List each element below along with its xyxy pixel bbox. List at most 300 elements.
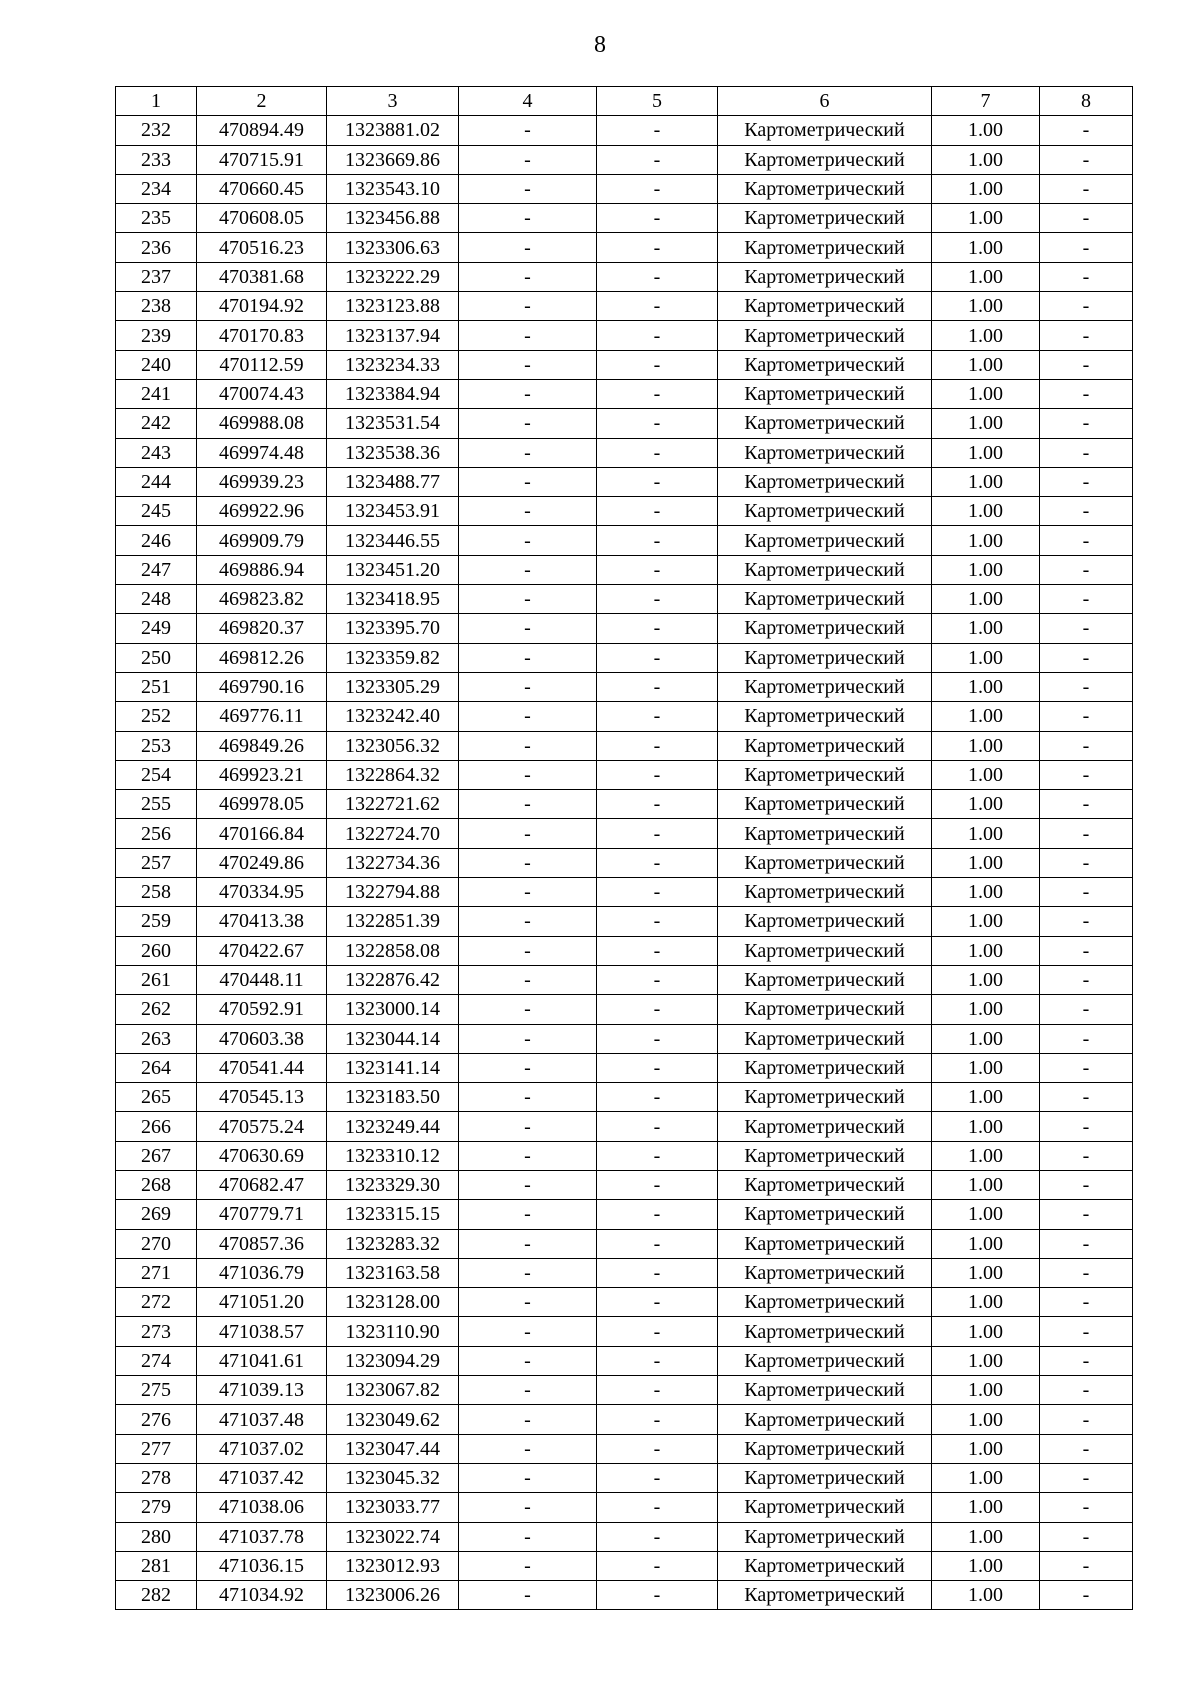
column-header: 8 — [1040, 87, 1133, 116]
column-4-cell: - — [459, 1405, 597, 1434]
column-5-cell: - — [597, 1405, 718, 1434]
accuracy-cell: 1.00 — [932, 1493, 1040, 1522]
column-5-cell: - — [597, 878, 718, 907]
column-4-cell: - — [459, 1258, 597, 1287]
point-number-cell: 233 — [116, 145, 197, 174]
table-row — [116, 995, 1133, 1024]
method-cell: Картометрический — [718, 702, 932, 731]
point-number-cell: 234 — [116, 174, 197, 203]
point-number-cell: 281 — [116, 1551, 197, 1580]
column-5-cell: - — [597, 1083, 718, 1112]
x-coordinate-cell: 471037.78 — [197, 1522, 327, 1551]
column-5-cell: - — [597, 438, 718, 467]
accuracy-cell: 1.00 — [932, 1229, 1040, 1258]
y-coordinate-cell: 1323012.93 — [327, 1551, 459, 1580]
column-4-cell: - — [459, 204, 597, 233]
x-coordinate-cell: 470381.68 — [197, 262, 327, 291]
point-number-cell: 255 — [116, 790, 197, 819]
method-cell: Картометрический — [718, 1141, 932, 1170]
y-coordinate-cell: 1322858.08 — [327, 936, 459, 965]
table-row — [116, 497, 1133, 526]
column-5-cell: - — [597, 585, 718, 614]
column-4-cell: - — [459, 1581, 597, 1610]
x-coordinate-cell: 470660.45 — [197, 174, 327, 203]
column-4-cell: - — [459, 760, 597, 789]
x-coordinate-cell: 470541.44 — [197, 1053, 327, 1082]
accuracy-cell: 1.00 — [932, 1258, 1040, 1287]
y-coordinate-cell: 1323110.90 — [327, 1317, 459, 1346]
x-coordinate-cell: 470194.92 — [197, 292, 327, 321]
y-coordinate-cell: 1323033.77 — [327, 1493, 459, 1522]
column-4-cell: - — [459, 379, 597, 408]
x-coordinate-cell: 471037.42 — [197, 1463, 327, 1492]
accuracy-cell: 1.00 — [932, 438, 1040, 467]
column-header: 4 — [459, 87, 597, 116]
x-coordinate-cell: 469909.79 — [197, 526, 327, 555]
x-coordinate-cell: 471037.02 — [197, 1434, 327, 1463]
method-cell: Картометрический — [718, 878, 932, 907]
accuracy-cell: 1.00 — [932, 497, 1040, 526]
column-5-cell: - — [597, 1376, 718, 1405]
table-row — [116, 409, 1133, 438]
x-coordinate-cell: 470857.36 — [197, 1229, 327, 1258]
column-8-cell: - — [1040, 1024, 1133, 1053]
table-row — [116, 1405, 1133, 1434]
y-coordinate-cell: 1323283.32 — [327, 1229, 459, 1258]
point-number-cell: 266 — [116, 1112, 197, 1141]
y-coordinate-cell: 1323128.00 — [327, 1288, 459, 1317]
y-coordinate-cell: 1323045.32 — [327, 1463, 459, 1492]
method-cell: Картометрический — [718, 731, 932, 760]
accuracy-cell: 1.00 — [932, 1405, 1040, 1434]
accuracy-cell: 1.00 — [932, 1522, 1040, 1551]
table-row — [116, 204, 1133, 233]
table-row — [116, 1112, 1133, 1141]
table-row — [116, 936, 1133, 965]
method-cell: Картометрический — [718, 438, 932, 467]
column-4-cell: - — [459, 409, 597, 438]
table-row — [116, 1463, 1133, 1492]
table-row — [116, 1053, 1133, 1082]
x-coordinate-cell: 470074.43 — [197, 379, 327, 408]
column-8-cell: - — [1040, 497, 1133, 526]
point-number-cell: 245 — [116, 497, 197, 526]
column-4-cell: - — [459, 1083, 597, 1112]
method-cell: Картометрический — [718, 1493, 932, 1522]
x-coordinate-cell: 471036.79 — [197, 1258, 327, 1287]
column-5-cell: - — [597, 1551, 718, 1580]
method-cell: Картометрический — [718, 321, 932, 350]
column-8-cell: - — [1040, 1317, 1133, 1346]
column-4-cell: - — [459, 614, 597, 643]
column-5-cell: - — [597, 555, 718, 584]
accuracy-cell: 1.00 — [932, 643, 1040, 672]
column-header: 5 — [597, 87, 718, 116]
column-8-cell: - — [1040, 555, 1133, 584]
column-8-cell: - — [1040, 204, 1133, 233]
method-cell: Картометрический — [718, 145, 932, 174]
column-8-cell: - — [1040, 262, 1133, 291]
accuracy-cell: 1.00 — [932, 1376, 1040, 1405]
y-coordinate-cell: 1323067.82 — [327, 1376, 459, 1405]
column-5-cell: - — [597, 145, 718, 174]
column-5-cell: - — [597, 1141, 718, 1170]
point-number-cell: 256 — [116, 819, 197, 848]
point-number-cell: 268 — [116, 1170, 197, 1199]
accuracy-cell: 1.00 — [932, 233, 1040, 262]
column-5-cell: - — [597, 262, 718, 291]
column-4-cell: - — [459, 1317, 597, 1346]
point-number-cell: 272 — [116, 1288, 197, 1317]
point-number-cell: 244 — [116, 467, 197, 496]
accuracy-cell: 1.00 — [932, 1024, 1040, 1053]
method-cell: Картометрический — [718, 1112, 932, 1141]
column-4-cell: - — [459, 819, 597, 848]
x-coordinate-cell: 470682.47 — [197, 1170, 327, 1199]
column-8-cell: - — [1040, 1258, 1133, 1287]
column-5-cell: - — [597, 1258, 718, 1287]
column-5-cell: - — [597, 907, 718, 936]
point-number-cell: 264 — [116, 1053, 197, 1082]
table-row — [116, 1288, 1133, 1317]
table-row — [116, 1346, 1133, 1375]
column-8-cell: - — [1040, 438, 1133, 467]
y-coordinate-cell: 1323359.82 — [327, 643, 459, 672]
column-8-cell: - — [1040, 965, 1133, 994]
column-8-cell: - — [1040, 1083, 1133, 1112]
column-8-cell: - — [1040, 848, 1133, 877]
method-cell: Картометрический — [718, 1522, 932, 1551]
column-header: 6 — [718, 87, 932, 116]
accuracy-cell: 1.00 — [932, 907, 1040, 936]
column-5-cell: - — [597, 526, 718, 555]
point-number-cell: 254 — [116, 760, 197, 789]
y-coordinate-cell: 1322864.32 — [327, 760, 459, 789]
column-5-cell: - — [597, 233, 718, 262]
column-4-cell: - — [459, 438, 597, 467]
column-5-cell: - — [597, 174, 718, 203]
accuracy-cell: 1.00 — [932, 292, 1040, 321]
accuracy-cell: 1.00 — [932, 262, 1040, 291]
column-5-cell: - — [597, 702, 718, 731]
column-8-cell: - — [1040, 702, 1133, 731]
accuracy-cell: 1.00 — [932, 1317, 1040, 1346]
method-cell: Картометрический — [718, 1376, 932, 1405]
point-number-cell: 248 — [116, 585, 197, 614]
method-cell: Картометрический — [718, 1170, 932, 1199]
y-coordinate-cell: 1323249.44 — [327, 1112, 459, 1141]
column-8-cell: - — [1040, 1141, 1133, 1170]
method-cell: Картометрический — [718, 555, 932, 584]
x-coordinate-cell: 469823.82 — [197, 585, 327, 614]
column-8-cell: - — [1040, 819, 1133, 848]
column-4-cell: - — [459, 1053, 597, 1082]
column-4-cell: - — [459, 585, 597, 614]
point-number-cell: 274 — [116, 1346, 197, 1375]
accuracy-cell: 1.00 — [932, 790, 1040, 819]
column-8-cell: - — [1040, 1053, 1133, 1082]
point-number-cell: 246 — [116, 526, 197, 555]
point-number-cell: 263 — [116, 1024, 197, 1053]
method-cell: Картометрический — [718, 995, 932, 1024]
method-cell: Картометрический — [718, 672, 932, 701]
x-coordinate-cell: 470894.49 — [197, 116, 327, 145]
column-5-cell: - — [597, 1170, 718, 1199]
y-coordinate-cell: 1323137.94 — [327, 321, 459, 350]
method-cell: Картометрический — [718, 204, 932, 233]
method-cell: Картометрический — [718, 233, 932, 262]
table-row — [116, 1258, 1133, 1287]
column-8-cell: - — [1040, 145, 1133, 174]
x-coordinate-cell: 470779.71 — [197, 1200, 327, 1229]
table-row — [116, 1522, 1133, 1551]
column-4-cell: - — [459, 878, 597, 907]
accuracy-cell: 1.00 — [932, 379, 1040, 408]
column-8-cell: - — [1040, 1288, 1133, 1317]
table-row — [116, 907, 1133, 936]
accuracy-cell: 1.00 — [932, 1112, 1040, 1141]
column-5-cell: - — [597, 379, 718, 408]
column-5-cell: - — [597, 995, 718, 1024]
point-number-cell: 269 — [116, 1200, 197, 1229]
point-number-cell: 241 — [116, 379, 197, 408]
column-4-cell: - — [459, 292, 597, 321]
table-row — [116, 233, 1133, 262]
column-4-cell: - — [459, 1522, 597, 1551]
column-5-cell: - — [597, 672, 718, 701]
column-5-cell: - — [597, 1346, 718, 1375]
method-cell: Картометрический — [718, 467, 932, 496]
column-8-cell: - — [1040, 1581, 1133, 1610]
accuracy-cell: 1.00 — [932, 174, 1040, 203]
x-coordinate-cell: 469849.26 — [197, 731, 327, 760]
column-4-cell: - — [459, 467, 597, 496]
column-4-cell: - — [459, 1434, 597, 1463]
column-8-cell: - — [1040, 1522, 1133, 1551]
column-5-cell: - — [597, 467, 718, 496]
y-coordinate-cell: 1323451.20 — [327, 555, 459, 584]
column-5-cell: - — [597, 1200, 718, 1229]
table-row — [116, 467, 1133, 496]
column-8-cell: - — [1040, 1493, 1133, 1522]
column-4-cell: - — [459, 965, 597, 994]
table-row — [116, 555, 1133, 584]
y-coordinate-cell: 1322724.70 — [327, 819, 459, 848]
column-5-cell: - — [597, 497, 718, 526]
y-coordinate-cell: 1323384.94 — [327, 379, 459, 408]
column-header: 7 — [932, 87, 1040, 116]
method-cell: Картометрический — [718, 526, 932, 555]
x-coordinate-cell: 469812.26 — [197, 643, 327, 672]
column-5-cell: - — [597, 1024, 718, 1053]
method-cell: Картометрический — [718, 1258, 932, 1287]
point-number-cell: 242 — [116, 409, 197, 438]
column-4-cell: - — [459, 1024, 597, 1053]
y-coordinate-cell: 1323242.40 — [327, 702, 459, 731]
table-row — [116, 1229, 1133, 1258]
x-coordinate-cell: 470422.67 — [197, 936, 327, 965]
x-coordinate-cell: 469988.08 — [197, 409, 327, 438]
y-coordinate-cell: 1322721.62 — [327, 790, 459, 819]
method-cell: Картометрический — [718, 1024, 932, 1053]
column-4-cell: - — [459, 995, 597, 1024]
accuracy-cell: 1.00 — [932, 467, 1040, 496]
column-8-cell: - — [1040, 731, 1133, 760]
column-5-cell: - — [597, 321, 718, 350]
column-8-cell: - — [1040, 174, 1133, 203]
accuracy-cell: 1.00 — [932, 1346, 1040, 1375]
point-number-cell: 262 — [116, 995, 197, 1024]
table-row — [116, 116, 1133, 145]
y-coordinate-cell: 1323453.91 — [327, 497, 459, 526]
point-number-cell: 243 — [116, 438, 197, 467]
y-coordinate-cell: 1323329.30 — [327, 1170, 459, 1199]
y-coordinate-cell: 1323056.32 — [327, 731, 459, 760]
method-cell: Картометрический — [718, 907, 932, 936]
y-coordinate-cell: 1323446.55 — [327, 526, 459, 555]
column-4-cell: - — [459, 702, 597, 731]
y-coordinate-cell: 1323488.77 — [327, 467, 459, 496]
accuracy-cell: 1.00 — [932, 614, 1040, 643]
table-row — [116, 438, 1133, 467]
method-cell: Картометрический — [718, 1434, 932, 1463]
column-8-cell: - — [1040, 379, 1133, 408]
y-coordinate-cell: 1323123.88 — [327, 292, 459, 321]
x-coordinate-cell: 470249.86 — [197, 848, 327, 877]
x-coordinate-cell: 469776.11 — [197, 702, 327, 731]
accuracy-cell: 1.00 — [932, 1581, 1040, 1610]
column-5-cell: - — [597, 790, 718, 819]
column-8-cell: - — [1040, 878, 1133, 907]
accuracy-cell: 1.00 — [932, 555, 1040, 584]
method-cell: Картометрический — [718, 1581, 932, 1610]
column-4-cell: - — [459, 1112, 597, 1141]
column-4-cell: - — [459, 1346, 597, 1375]
accuracy-cell: 1.00 — [932, 409, 1040, 438]
table-row — [116, 1551, 1133, 1580]
column-5-cell: - — [597, 292, 718, 321]
y-coordinate-cell: 1323456.88 — [327, 204, 459, 233]
column-4-cell: - — [459, 1288, 597, 1317]
column-8-cell: - — [1040, 467, 1133, 496]
y-coordinate-cell: 1323669.86 — [327, 145, 459, 174]
table-row — [116, 262, 1133, 291]
accuracy-cell: 1.00 — [932, 1141, 1040, 1170]
table-row — [116, 174, 1133, 203]
accuracy-cell: 1.00 — [932, 1551, 1040, 1580]
column-5-cell: - — [597, 350, 718, 379]
column-8-cell: - — [1040, 790, 1133, 819]
column-4-cell: - — [459, 848, 597, 877]
point-number-cell: 247 — [116, 555, 197, 584]
method-cell: Картометрический — [718, 262, 932, 291]
column-5-cell: - — [597, 1053, 718, 1082]
method-cell: Картометрический — [718, 848, 932, 877]
x-coordinate-cell: 471038.06 — [197, 1493, 327, 1522]
point-number-cell: 278 — [116, 1463, 197, 1492]
y-coordinate-cell: 1323006.26 — [327, 1581, 459, 1610]
column-5-cell: - — [597, 643, 718, 672]
column-5-cell: - — [597, 848, 718, 877]
column-8-cell: - — [1040, 1346, 1133, 1375]
x-coordinate-cell: 470715.91 — [197, 145, 327, 174]
table-row — [116, 526, 1133, 555]
column-8-cell: - — [1040, 1376, 1133, 1405]
point-number-cell: 271 — [116, 1258, 197, 1287]
y-coordinate-cell: 1323305.29 — [327, 672, 459, 701]
y-coordinate-cell: 1323141.14 — [327, 1053, 459, 1082]
table-row — [116, 878, 1133, 907]
method-cell: Картометрический — [718, 819, 932, 848]
point-number-cell: 238 — [116, 292, 197, 321]
x-coordinate-cell: 469922.96 — [197, 497, 327, 526]
accuracy-cell: 1.00 — [932, 116, 1040, 145]
x-coordinate-cell: 470592.91 — [197, 995, 327, 1024]
column-5-cell: - — [597, 614, 718, 643]
x-coordinate-cell: 469978.05 — [197, 790, 327, 819]
y-coordinate-cell: 1322734.36 — [327, 848, 459, 877]
column-5-cell: - — [597, 409, 718, 438]
table-row — [116, 965, 1133, 994]
method-cell: Картометрический — [718, 760, 932, 789]
column-5-cell: - — [597, 1434, 718, 1463]
column-header: 3 — [327, 87, 459, 116]
x-coordinate-cell: 469790.16 — [197, 672, 327, 701]
table-row — [116, 1376, 1133, 1405]
table-row — [116, 1141, 1133, 1170]
coordinates-table — [115, 86, 1133, 1610]
column-8-cell: - — [1040, 321, 1133, 350]
accuracy-cell: 1.00 — [932, 1200, 1040, 1229]
accuracy-cell: 1.00 — [932, 204, 1040, 233]
point-number-cell: 249 — [116, 614, 197, 643]
point-number-cell: 250 — [116, 643, 197, 672]
x-coordinate-cell: 470334.95 — [197, 878, 327, 907]
column-5-cell: - — [597, 1317, 718, 1346]
y-coordinate-cell: 1323881.02 — [327, 116, 459, 145]
table-row — [116, 1581, 1133, 1610]
x-coordinate-cell: 471041.61 — [197, 1346, 327, 1375]
column-5-cell: - — [597, 1463, 718, 1492]
column-8-cell: - — [1040, 1463, 1133, 1492]
accuracy-cell: 1.00 — [932, 1288, 1040, 1317]
method-cell: Картометрический — [718, 643, 932, 672]
column-4-cell: - — [459, 174, 597, 203]
method-cell: Картометрический — [718, 1288, 932, 1317]
table-row — [116, 585, 1133, 614]
accuracy-cell: 1.00 — [932, 1463, 1040, 1492]
method-cell: Картометрический — [718, 1463, 932, 1492]
x-coordinate-cell: 469939.23 — [197, 467, 327, 496]
column-8-cell: - — [1040, 116, 1133, 145]
point-number-cell: 279 — [116, 1493, 197, 1522]
y-coordinate-cell: 1323000.14 — [327, 995, 459, 1024]
x-coordinate-cell: 470448.11 — [197, 965, 327, 994]
accuracy-cell: 1.00 — [932, 878, 1040, 907]
point-number-cell: 259 — [116, 907, 197, 936]
accuracy-cell: 1.00 — [932, 1083, 1040, 1112]
column-4-cell: - — [459, 1141, 597, 1170]
table-row — [116, 760, 1133, 789]
method-cell: Картометрический — [718, 1083, 932, 1112]
y-coordinate-cell: 1323044.14 — [327, 1024, 459, 1053]
column-8-cell: - — [1040, 350, 1133, 379]
method-cell: Картометрический — [718, 1229, 932, 1258]
column-4-cell: - — [459, 262, 597, 291]
x-coordinate-cell: 471051.20 — [197, 1288, 327, 1317]
column-4-cell: - — [459, 497, 597, 526]
point-number-cell: 280 — [116, 1522, 197, 1551]
